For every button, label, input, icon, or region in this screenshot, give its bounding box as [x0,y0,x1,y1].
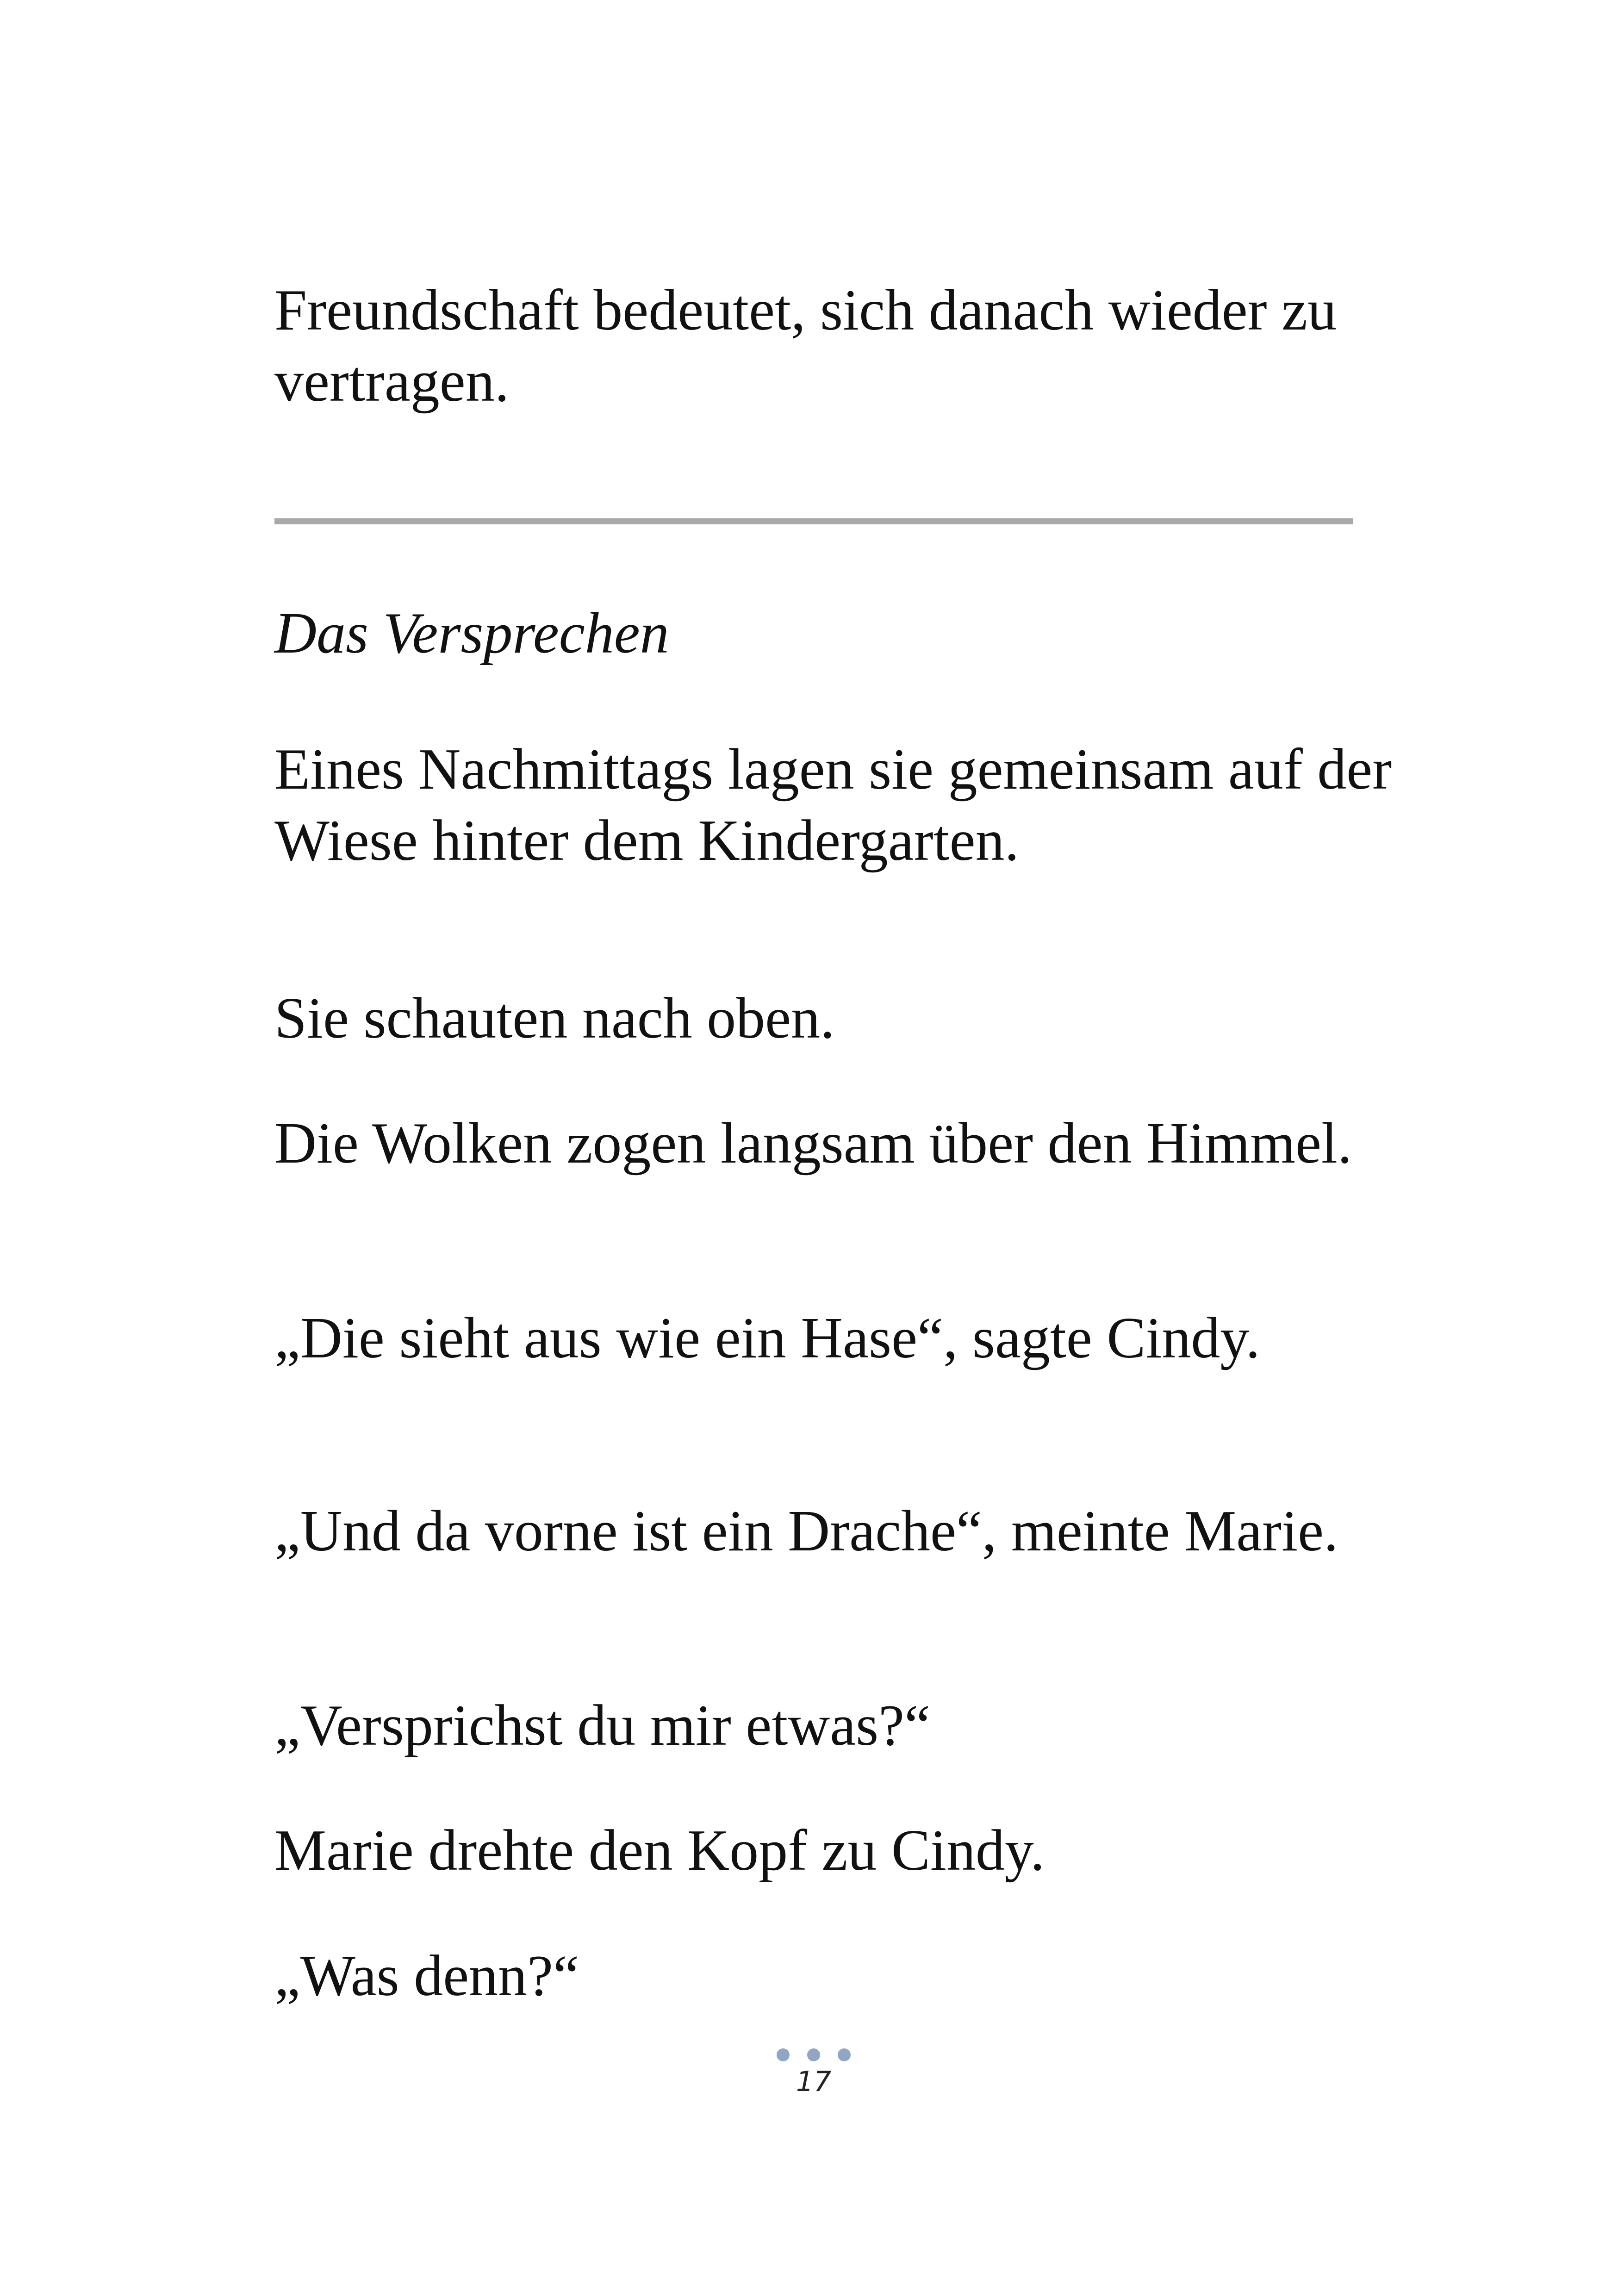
page-ornament-dots [777,2048,851,2062]
section-heading: Das Versprechen [274,601,669,666]
section-divider [274,518,1353,524]
paragraph-clouds: Die Wolken zogen langsam über den Himmel. [274,1111,1352,1176]
paragraph-head-turn: Marie drehte den Kopf zu Cindy. [274,1818,1045,1883]
page-number: 17 [796,2066,832,2098]
paragraph-afternoon: Eines Nachmittags lagen sie gemeinsam auf der Wiese hinter dem Kindergarten. [274,737,1392,873]
ornament-dot-icon [838,2048,851,2061]
paragraph-promise-question: „Versprichst du mir etwas?“ [274,1693,931,1758]
paragraph-looking-up: Sie schauten nach oben. [274,986,835,1051]
ornament-dot-icon [807,2048,820,2061]
ornament-dot-icon [777,2048,790,2061]
paragraph-dragon: „Und da vorne ist ein Drache“, meinte Marie. [274,1499,1338,1563]
paragraph-friendship: Freundschaft bedeutet, sich danach wieder zu vertragen. [274,278,1337,414]
paragraph-what: „Was denn?“ [274,1944,579,2008]
paragraph-rabbit: „Die sieht aus wie ein Hase“, sagte Cindy. [274,1306,1260,1370]
